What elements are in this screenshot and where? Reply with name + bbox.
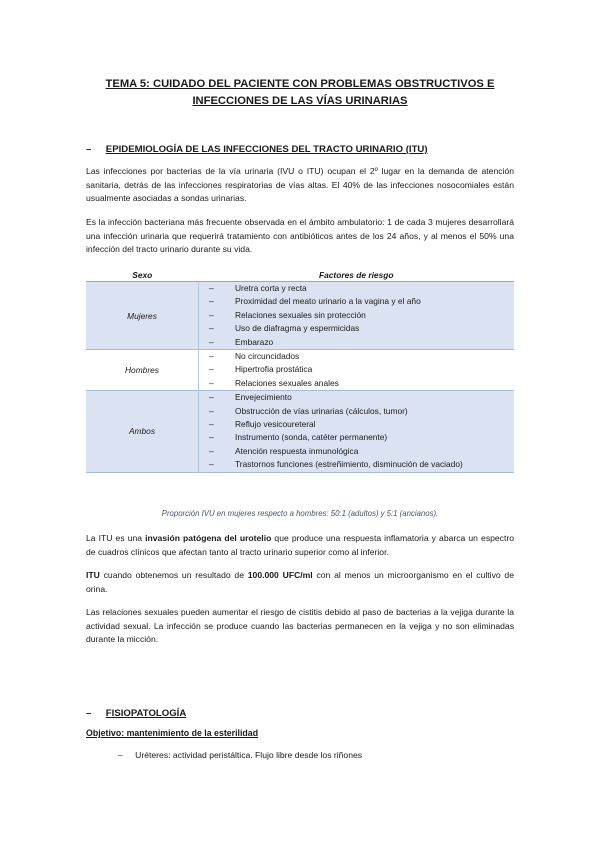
list-item: – Atención respuesta inmunológica (209, 445, 359, 456)
row-label-hombres: Hombres (86, 350, 199, 391)
list-item: – Trastornos funciones (estreñimiento, disminución de vaciado) (209, 459, 463, 470)
list-item: – Relaciones sexuales sin protección (209, 309, 366, 320)
section-heading-epidemiologia (86, 139, 428, 157)
table-row-ambos (86, 391, 514, 472)
list-item: – Obstrucción de vías urinarias (cálculos, tumor) (209, 405, 408, 416)
factors-ambos (199, 391, 515, 472)
table-row-mujeres (86, 282, 514, 350)
section-heading-fisiopatologia (86, 703, 186, 721)
list-item-ureteres (118, 750, 362, 760)
list-item: – Proximidad del meato urinario a la vagina y el año (209, 296, 421, 307)
header-factores: Factores de riesgo (199, 268, 515, 282)
list-item: – Relaciones sexuales anales (209, 377, 339, 388)
bullet-text: Uréteres: actividad peristáltica. Flujo libre desde los riñones (135, 750, 363, 760)
paragraph-2: Es la infección bacteriana más frecuente observada en el ámbito ambulatorio: 1 de cada 3 mujeres desarrollará una infección urinaria que requerirá tratamiento con antibióticos antes de los 24 años, y al menos el 50% una infección del tracto urinario durante su vida. (86, 217, 514, 255)
title-line-1: TEMA 5: CUIDADO DEL PACIENTE CON PROBLEMAS OBSTRUCTIVOS E (105, 78, 495, 90)
section-heading-text: EPIDEMIOLOGÍA DE LAS INFECCIONES DEL TRACTO URINARIO (ITU) (105, 144, 428, 155)
list-item: – Envejecimiento (209, 392, 292, 403)
list-item: – Instrumento (sonda, catéter permanente) (209, 432, 388, 443)
paragraph-5: Las relaciones sexuales pueden aumentar el riesgo de cistitis debido al paso de bacterias a la vejiga durante la actividad sexual. La infección se produce cuando las bacterias permanecen en la vejiga y no son eliminadas durante la micción. (86, 607, 514, 645)
title-line-2: INFECCIONES DE LAS VÍAS URINARIAS (192, 95, 408, 107)
heading-dash: – (86, 708, 92, 719)
list-item: – Reflujo vesicoureteral (209, 419, 316, 430)
row-label-mujeres: Mujeres (86, 282, 199, 350)
bullet-dash: – (118, 750, 123, 760)
list-item: – Uso de diafragma y espermicidas (209, 323, 360, 334)
factors-mujeres (199, 282, 515, 350)
paragraph-4: ITU cuando obtenemos un resultado de 100.000 UFC/ml con al menos un microorganismo en el cultivo de orina. (86, 570, 514, 594)
list-item: – Uretra corta y recta (209, 283, 307, 293)
table-header-row (86, 268, 514, 282)
list-item: – No circuncidados (209, 351, 300, 362)
document-title (60, 76, 540, 110)
table-row-hombres (86, 350, 514, 391)
objective-subheading: Objetivo: mantenimiento de la esterilidad (86, 728, 259, 738)
risk-factors-table (86, 268, 514, 473)
table-caption: Proporción IVU en mujeres respecto a hombres: 50:1 (adultos) y 5:1 (ancianos). (161, 509, 439, 518)
list-item: – Hipertrofia prostática (209, 364, 313, 375)
heading-dash: – (86, 144, 92, 155)
header-sexo: Sexo (86, 268, 199, 282)
section-heading-text: FISIOPATOLOGÍA (105, 708, 187, 719)
row-label-ambos: Ambos (86, 391, 199, 472)
list-item: – Embarazo (209, 336, 274, 347)
factors-hombres (199, 350, 515, 391)
paragraph-3: La ITU es una invasión patógena del urotelio que produce una respuesta inflamatoria y abarca un espectro de cuadros clínicos que afectan tanto al tracto urinario superior como al inferior. (86, 533, 514, 557)
paragraph-1: Las infecciones por bacterias de la vía urinaria (IVU o ITU) ocupan el 2º lugar en la demanda de atención sanitaria, detrás de las infecciones respiratorias de vías altas. El 40% de las infecciones nosocomiales están usualmente asociadas a sondas urinarias. (86, 166, 514, 204)
